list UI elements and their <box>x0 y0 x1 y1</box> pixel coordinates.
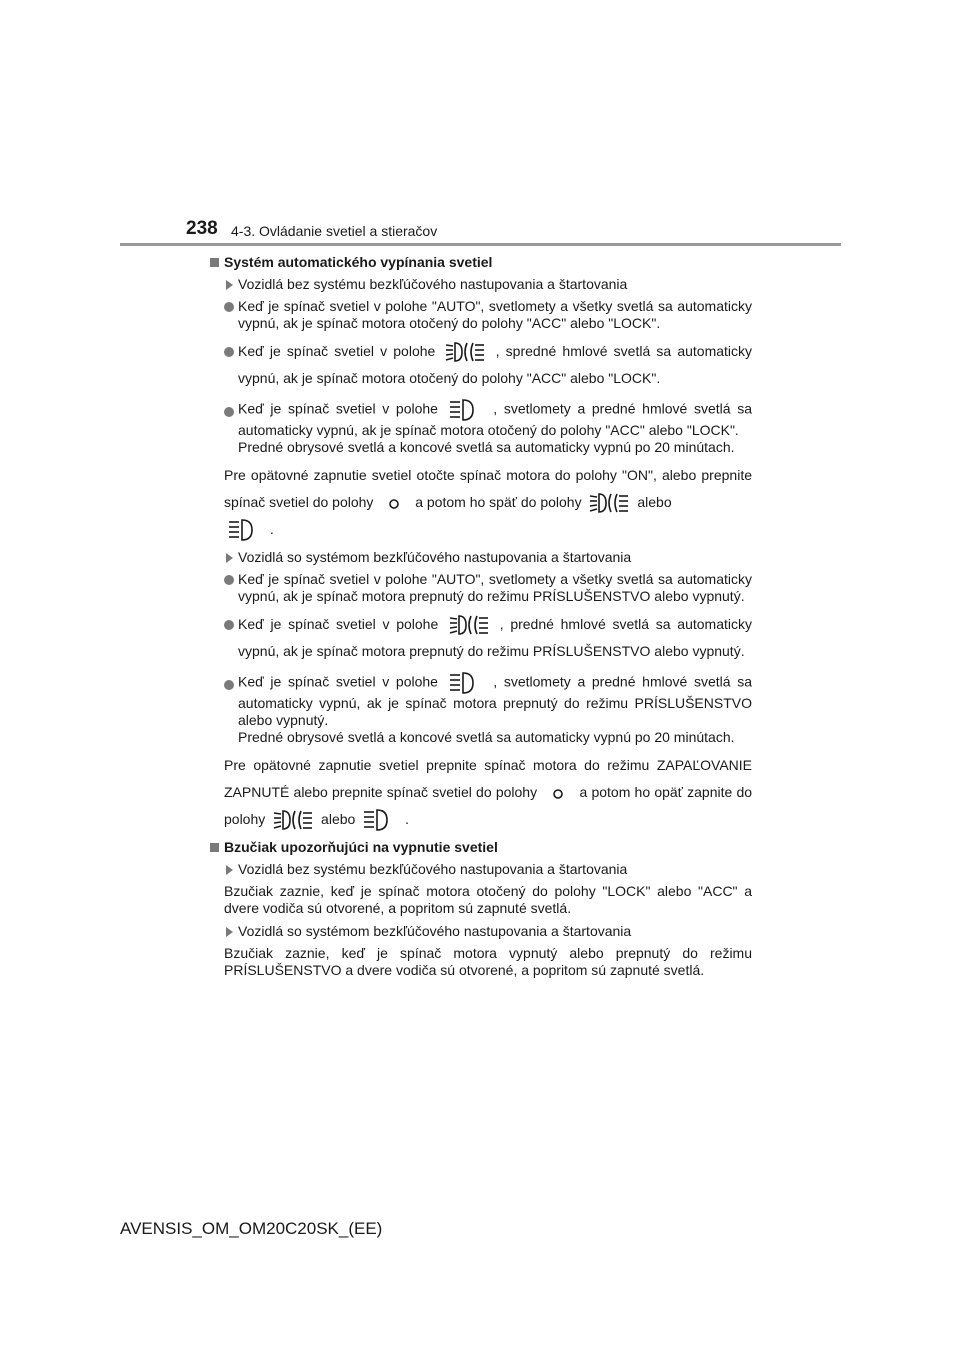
paragraph-text: Bzučiak zaznie, keď je spínač motora otočený do polohy "LOCK" alebo "ACC" a dvere vodiča sú otvorené, a popritom sú zapnuté svetlá. <box>224 883 752 916</box>
paragraph-text: . <box>405 811 409 827</box>
paragraph-text: Pre opätovné zapnutie svetiel otočte spínač motora do polohy "ON", alebo prepnite spínač svetiel do polohy <box>224 467 752 510</box>
subheading-with-smart-key <box>210 923 752 940</box>
paragraph-reenable-lights <box>210 752 752 833</box>
bullet-auto-position <box>210 571 752 605</box>
paragraph-text: a potom ho opäť zapnite do polohy <box>224 784 753 827</box>
square-bullet-icon <box>210 258 219 267</box>
subheading-text: Vozidlá so systémom bezkľúčového nastupovania a štartovania <box>238 923 632 939</box>
round-bullet-icon <box>224 575 234 585</box>
page-number: 238 <box>186 218 218 239</box>
subheading-without-smart-key <box>210 861 752 878</box>
front-fog-light-icon <box>589 491 629 515</box>
bullet-text: Keď je spínač svetiel v polohe <box>238 343 436 359</box>
headlight-icon <box>228 518 262 542</box>
subheading-with-smart-key <box>210 549 752 566</box>
content <box>210 254 752 985</box>
front-fog-light-icon <box>445 340 485 364</box>
headlight-icon <box>449 671 483 695</box>
footer-model-code: AVENSIS_OM_OM20C20SK_(EE) <box>120 1219 383 1238</box>
off-position-icon <box>545 781 571 805</box>
paragraph-text: . <box>269 521 274 537</box>
off-position-icon <box>381 491 407 515</box>
bullet-headlight-position <box>210 398 752 456</box>
bullet-fog-position <box>210 338 752 392</box>
bullet-text: , svetlomety a predné hmlové svetlá sa automaticky vypnú, ak je spínač motora prepnutý do režimu PRÍSLUŠENSTVO alebo vypnutý. <box>238 673 752 728</box>
bullet-text: Keď je spínač svetiel v polohe "AUTO", svetlomety a všetky svetlá sa automaticky vypnú, ak je spínač motora prepnutý do režimu PRÍSLUŠENSTVO alebo vypnutý. <box>238 571 752 604</box>
heading-auto-off <box>210 254 752 271</box>
paragraph-text: alebo <box>321 811 356 827</box>
headlight-icon <box>449 398 483 422</box>
bullet-text: , predné hmlové svetlá sa automaticky vypnú, ak je spínač motora prepnutý do režimu PRÍSLUŠENSTVO alebo vypnutý. <box>238 616 753 659</box>
paragraph-text: Pre opätovné zapnutie svetiel prepnite spínač motora do režimu ZAPAĽOVANIE ZAPNUTÉ alebo prepnite spínač svetiel do polohy <box>224 757 752 800</box>
square-bullet-icon <box>210 843 219 852</box>
triangle-bullet-icon <box>226 927 233 937</box>
round-bullet-icon <box>224 347 234 357</box>
bullet-text: , spredné hmlové svetlá sa automaticky vypnú, ak je spínač motora otočený do polohy "ACC" alebo "LOCK". <box>238 343 753 386</box>
bullet-headlight-position <box>210 671 752 746</box>
bullet-text: Keď je spínač svetiel v polohe <box>238 400 438 417</box>
front-fog-light-icon <box>449 613 489 637</box>
front-fog-light-icon <box>273 808 313 832</box>
round-bullet-icon <box>224 302 234 312</box>
bullet-text: , svetlomety a predné hmlové svetlá sa automaticky vypnú, ak je spínač motora otočený do polohy "ACC" alebo "LOCK". <box>238 400 752 438</box>
subheading-without-smart-key <box>210 276 752 293</box>
header-rule <box>120 243 841 246</box>
paragraph-text: alebo <box>637 494 672 510</box>
triangle-bullet-icon <box>226 865 233 875</box>
round-bullet-icon <box>224 407 234 417</box>
paragraph-buzzer-without-smart-key <box>210 883 752 917</box>
paragraph-buzzer-with-smart-key <box>210 945 752 979</box>
bullet-text: Predné obrysové svetlá a koncové svetlá sa automaticky vypnú po 20 minútach. <box>238 729 735 745</box>
paragraph-reenable-lights <box>210 462 752 543</box>
bullet-text: Keď je spínač svetiel v polohe "AUTO", svetlomety a všetky svetlá sa automaticky vypnú, ak je spínač motora otočený do polohy "ACC" alebo "LOCK". <box>238 298 752 331</box>
heading-buzzer <box>210 839 752 856</box>
heading-text: Bzučiak upozorňujúci na vypnutie svetiel <box>224 839 498 855</box>
bullet-fog-position <box>210 611 752 665</box>
paragraph-text: Bzučiak zaznie, keď je spínač motora vypnutý alebo prepnutý do režimu PRÍSLUŠENSTVO a dvere vodiča sú otvorené, a popritom sú zapnuté svetlá. <box>224 945 752 978</box>
paragraph-text: a potom ho späť do polohy <box>415 494 582 510</box>
subheading-text: Vozidlá so systémom bezkľúčového nastupovania a štartovania <box>238 549 632 565</box>
bullet-text: Keď je spínač svetiel v polohe <box>238 616 439 632</box>
section-title: 4-3. Ovládanie svetiel a stieračov <box>231 223 438 239</box>
heading-text: Systém automatického vypínania svetiel <box>224 254 493 270</box>
headlight-icon <box>363 808 397 832</box>
bullet-auto-position <box>210 298 752 332</box>
subheading-text: Vozidlá bez systému bezkľúčového nastupovania a štartovania <box>238 276 628 292</box>
subheading-text: Vozidlá bez systému bezkľúčového nastupovania a štartovania <box>238 861 628 877</box>
bullet-text: Predné obrysové svetlá a koncové svetlá sa automaticky vypnú po 20 minútach. <box>238 439 735 455</box>
round-bullet-icon <box>224 620 234 630</box>
triangle-bullet-icon <box>226 280 233 290</box>
bullet-text: Keď je spínač svetiel v polohe <box>238 673 438 690</box>
triangle-bullet-icon <box>226 553 233 563</box>
round-bullet-icon <box>224 680 234 690</box>
